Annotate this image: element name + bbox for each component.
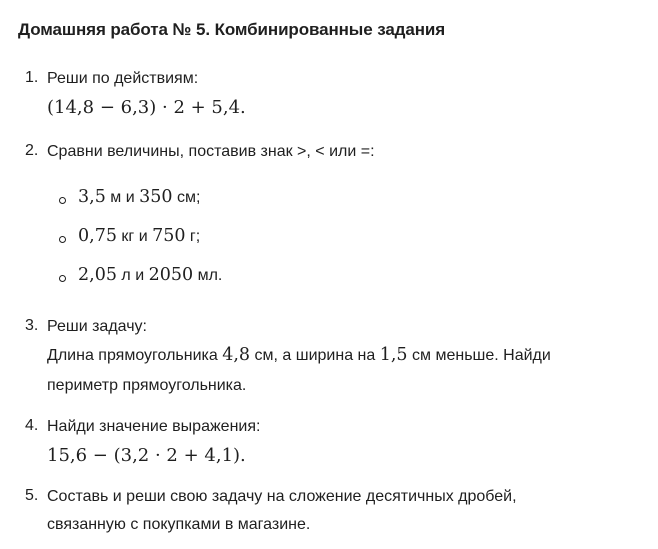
task-text: [47, 66, 246, 124]
bullet-text: 3,5 м и 350 см;: [78, 187, 201, 207]
task-body-line: Длина прямоугольника 4,8 см, а ширина на 1,5 см меньше. Найди: [47, 345, 551, 365]
task-number: 5.: [25, 487, 39, 504]
page-title: Домашняя работа № 5. Комбинированные задания: [18, 20, 446, 39]
task-label: Сравни величины, поставив знак >, < или =:: [47, 143, 375, 160]
task-number: 2.: [25, 142, 39, 159]
task-text: [47, 314, 551, 401]
task-label: Реши по действиям:: [47, 70, 199, 87]
task-number: 4.: [25, 417, 39, 434]
task-text: [47, 139, 375, 165]
task-label: Найди значение выражения:: [47, 418, 261, 435]
task-text: [47, 414, 260, 472]
bullet-text: 2,05 л и 2050 мл.: [78, 265, 223, 285]
task-text: [47, 484, 517, 540]
task-number: 1.: [25, 69, 39, 86]
math-expression: (14,8 − 6,3) · 2 + 5,4.: [47, 97, 246, 118]
bullet-circle-icon: [59, 236, 66, 243]
task-number: 3.: [25, 317, 39, 334]
bullet-circle-icon: [59, 275, 66, 282]
task-body-line: периметр прямоугольника.: [47, 377, 247, 394]
task-body-line: связанную с покупками в магазине.: [47, 516, 311, 533]
task-body-line: Составь и реши свою задачу на сложение десятичных дробей,: [47, 488, 517, 505]
bullet-circle-icon: [59, 197, 66, 204]
bullet-text: 0,75 кг и 750 г;: [78, 226, 201, 246]
math-expression: 15,6 − (3,2 · 2 + 4,1).: [47, 445, 246, 466]
task-label: Реши задачу:: [47, 318, 147, 335]
